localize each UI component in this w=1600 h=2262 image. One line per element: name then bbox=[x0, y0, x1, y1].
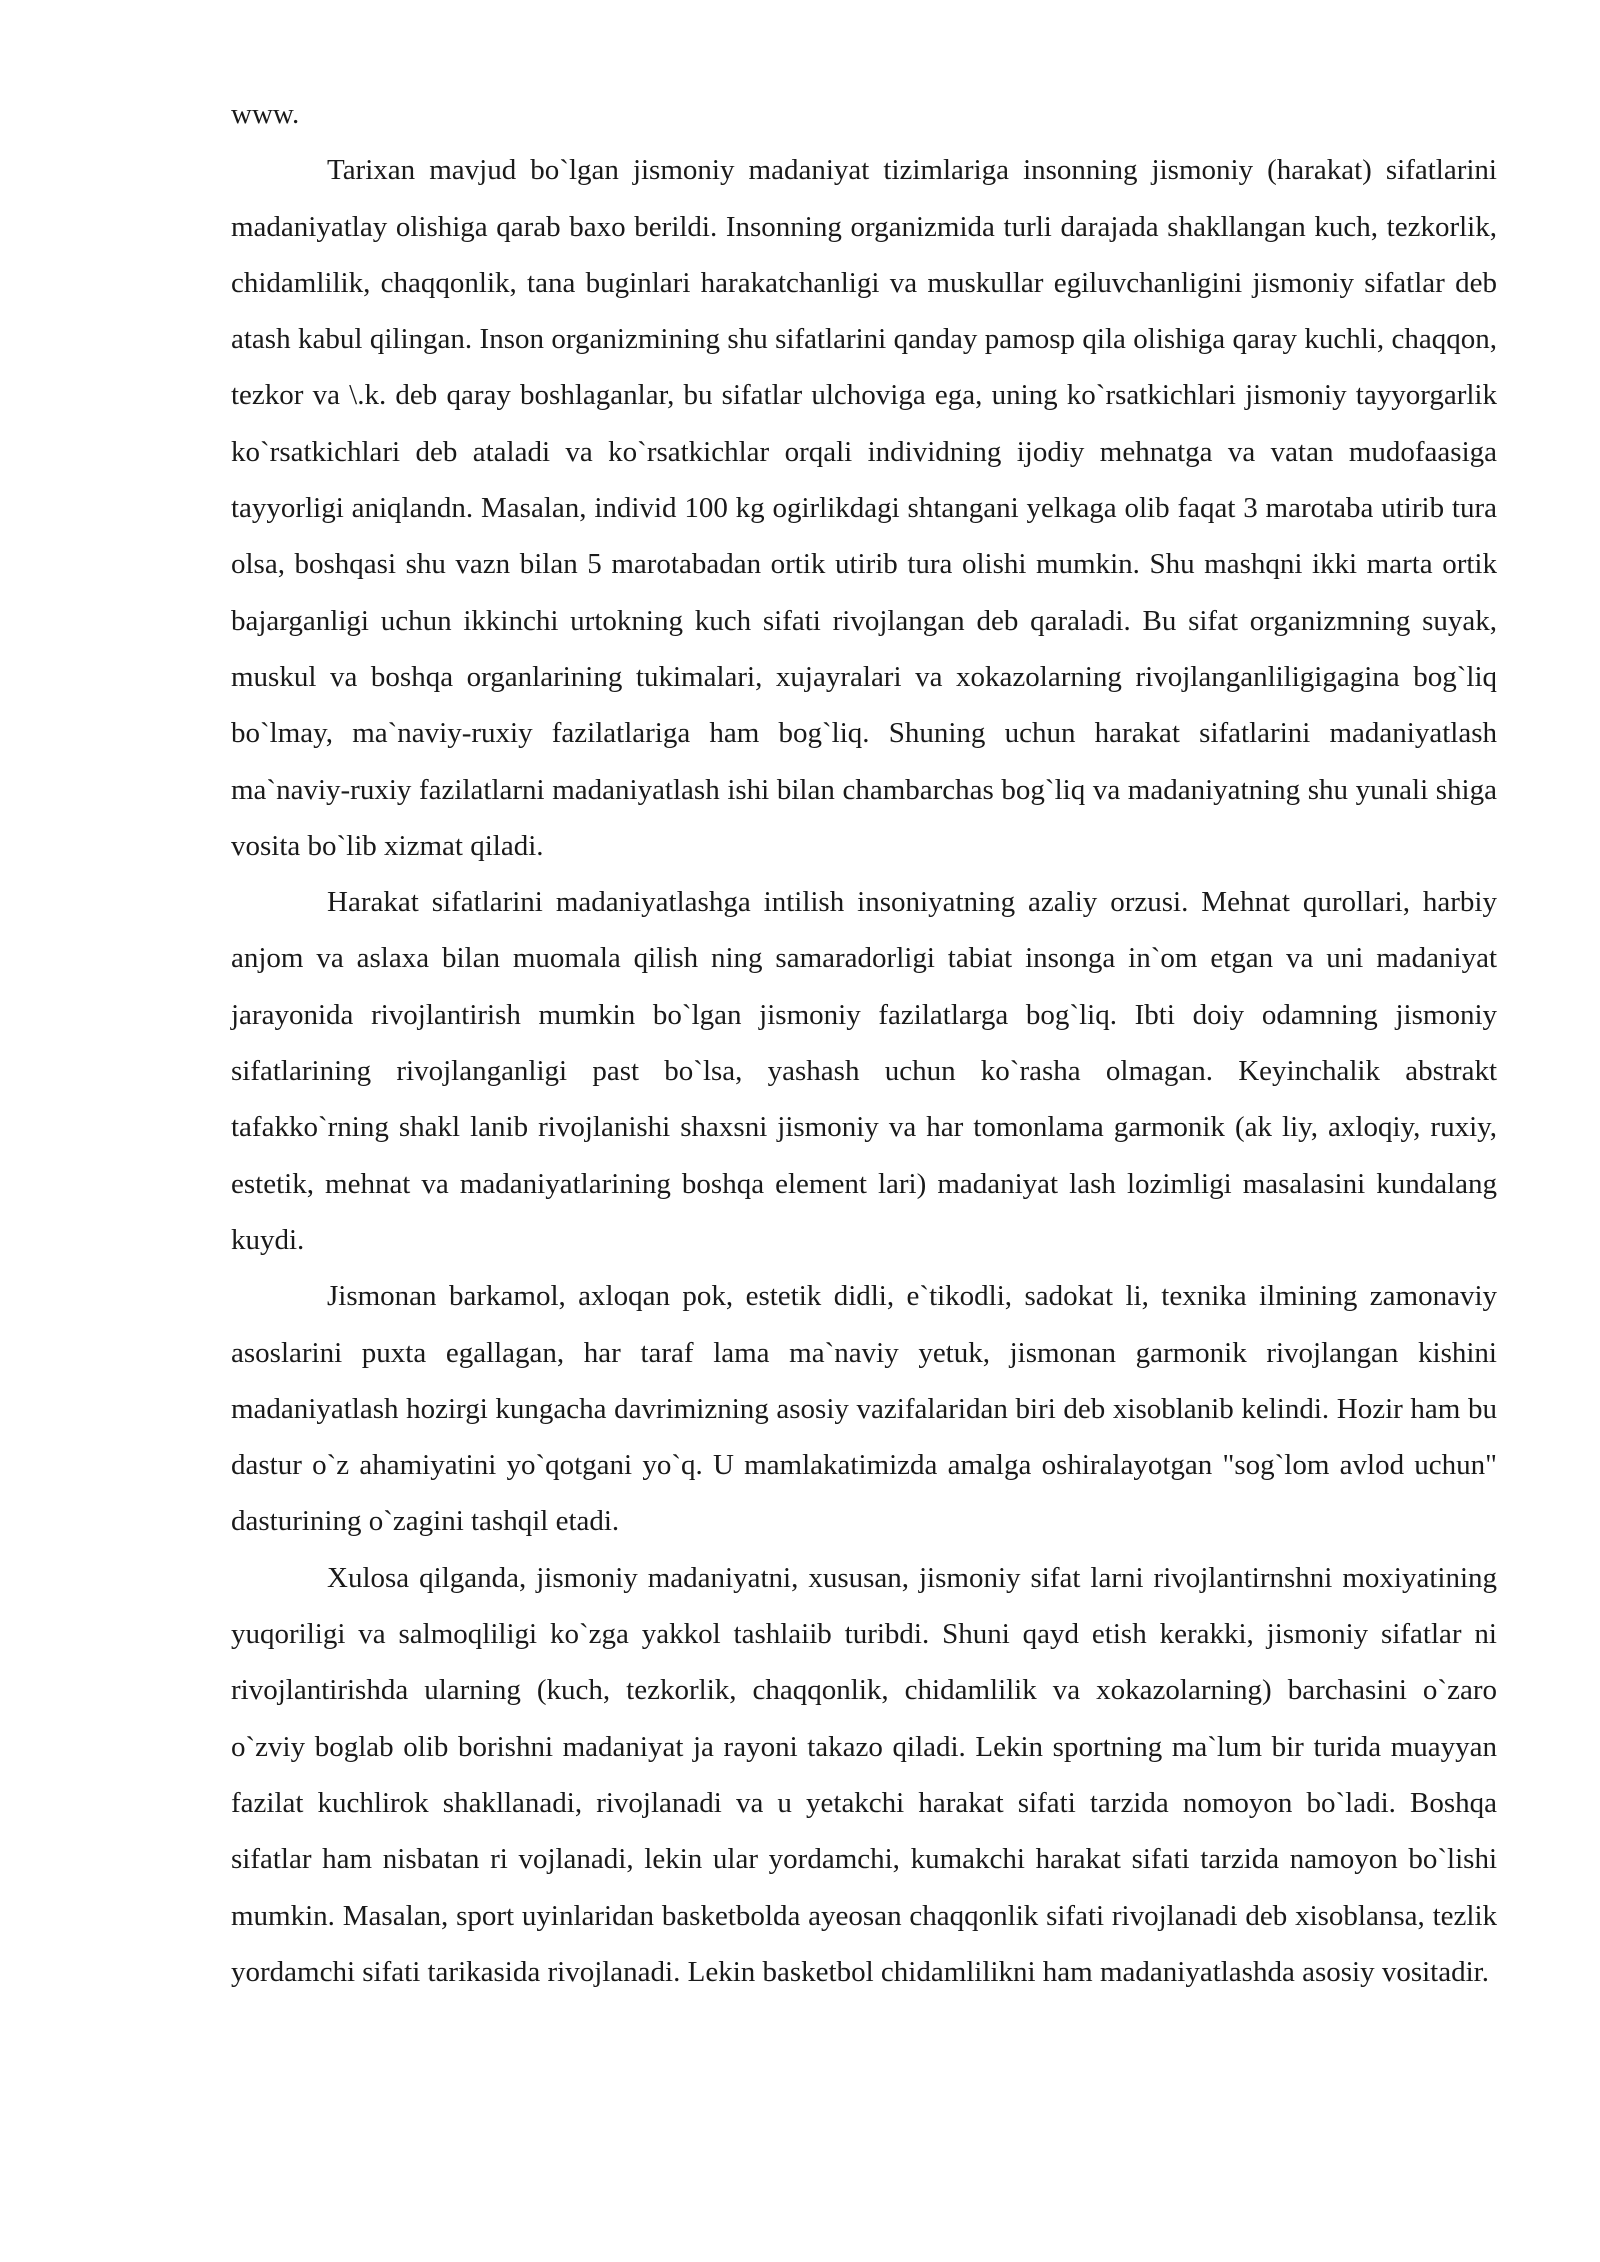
paragraph-2: Harakat sifatlarini madaniyatlashga intilish insoniyatning azaliy orzusi. Mehnat qurollari, harbiy anjom va aslaxa bilan muomala qilish ning samaradorligi tabiat insonga in`om etgan va uni madaniyat jarayonida rivojlantirish mumkin bo`lgan jismoniy fazilatlarga bog`liq. Ibti doiy odamning jismoniy sifatlarining rivojlanganligi past bo`lsa, yashash uchun ko`rasha olmagan. Keyinchalik abstrakt tafakko`rning shakl lanib rivojlanishi shaxsni jismoniy va har tomonlama garmonik (ak liy, axloqiy, ruxiy, estetik, mehnat va madaniyatlarining boshqa element lari) madaniyat lash lozimligi masalasini kundalang kuydi. bbox=[231, 886, 1497, 1256]
paragraph-3: Jismonan barkamol, axloqan pok, estetik didli, e`tikodli, sadokat li, texnika ilmining zamonaviy asoslarini puxta egallagan, har taraf lama ma`naviy yetuk, jismonan garmonik rivojlangan kishini madaniyatlash hozirgi kungacha davrimizning asosiy vazifalaridan biri deb xisoblanib kelindi. Hozir ham bu dastur o`z ahamiyatini yo`qotgani yo`q. U mamlakatimizda amalga oshiralayotgan "sog`lom avlod uchun" dasturining o`zagini tashqil etadi. bbox=[231, 1280, 1497, 1538]
paragraph-4: Xulosa qilganda, jismoniy madaniyatni, xususan, jismoniy sifat larni rivojlantirnshni moxiyatining yuqoriligi va salmoqliligi ko`zga yakkol tashlaiib turibdi. Shuni qayd etish kerakki, jismoniy sifatlar ni rivojlantirishda ularning (kuch, tezkorlik, chaqqonlik, chidamlilik va xokazolarning) barchasini o`zaro o`zviy boglab olib borishni madaniyat ja rayoni takazo qiladi. Lekin sportning ma`lum bir turida muayyan fazilat kuchlirok shakllanadi, rivojlanadi va u yetakchi harakat sifati tarzida nomoyon bo`ladi. Boshqa sifatlar ham nisbatan ri vojlanadi, lekin ular yordamchi, kumakchi harakat sifati tarzida namoyon bo`lishi mumkin. Masalan, sport uyinlaridan basketbolda ayeosan chaqqonlik sifati rivojlanadi deb xisoblansa, tezlik yordamchi sifati tarikasida rivojlanadi. Lekin basketbol chidamlilikni ham madaniyatlashda asosiy vositadir. bbox=[231, 1561, 1497, 1988]
paragraph-1: Tarixan mavjud bo`lgan jismoniy madaniyat tizimlariga insonning jismoniy (harakat) sifatlarini madaniyatlay olishiga qarab baxo berildi. Insonning organizmida turli darajada shakllangan kuch, tezkorlik, chidamlilik, chaqqonlik, tana buginlari harakatchanligi va muskullar egiluvchanligini jismoniy sifatlar deb atash kabul qilingan. Inson organizmining shu sifatlarini qanday pamosp qila olishiga qaray kuchli, chaqqon, tezkor va \.k. deb qaray boshlaganlar, bu sifatlar ulchoviga ega, uning ko`rsatkichlari jismoniy tayyorgarlik ko`rsatkichlari deb ataladi va ko`rsatkichlar orqali individning ijodiy mehnatga va vatan mudofaasiga tayyorligi aniqlandn. Masalan, individ 100 kg ogirlikdagi shtangani yelkaga olib faqat 3 marotaba utirib tura olsa, boshqasi shu vazn bilan 5 marotabadan ortik utirib tura olishi mumkin. Shu mashqni ikki marta ortik bajarganligi uchun ikkinchi urtokning kuch sifati rivojlangan deb qaraladi. Bu sifat organizmning suyak, muskul va boshqa organlarining tukimalari, xujayralari va xokazolarning rivojlanganliligigagina bog`liq bo`lmay, ma`naviy-ruxiy fazilatlariga ham bog`liq. Shuning uchun harakat sifatlarini madaniyatlash ma`naviy-ruxiy fazilatlarni madaniyatlash ishi bilan chambarchas bog`liq va madaniyatning shu yunali shiga vosita bo`lib xizmat qiladi. bbox=[231, 154, 1497, 862]
url-fragment: www. bbox=[231, 98, 300, 130]
document-body bbox=[231, 86, 1497, 2000]
